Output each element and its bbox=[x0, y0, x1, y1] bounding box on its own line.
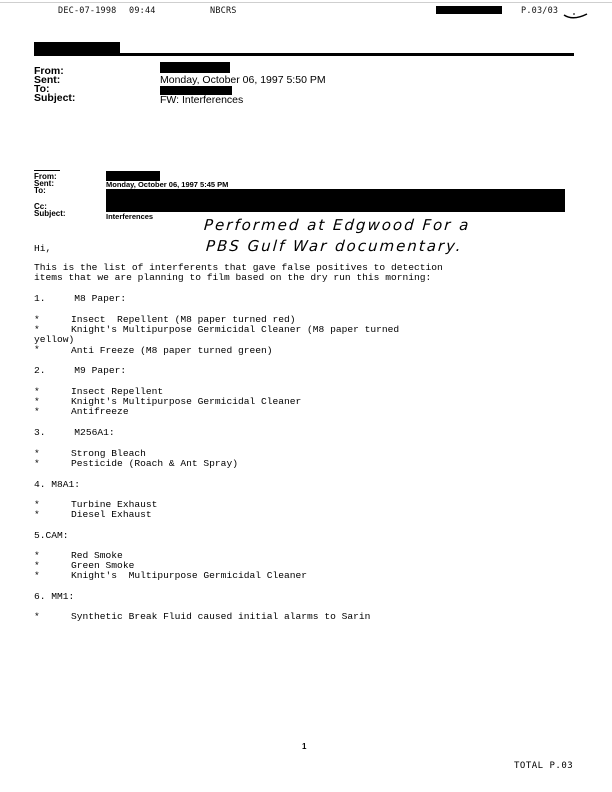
list-item: Diesel Exhaust bbox=[71, 509, 152, 520]
list-item: Pesticide (Roach & Ant Spray) bbox=[71, 458, 238, 469]
sent-label: Sent: bbox=[34, 74, 61, 86]
list-item: Knight's Multipurpose Germicidal Cleaner (M8 paper turned bbox=[71, 324, 400, 335]
greeting: Hi, bbox=[34, 243, 52, 254]
list-item: Knight's Multipurpose Germicidal Cleaner bbox=[71, 570, 308, 581]
bullet-icon: * bbox=[34, 458, 40, 469]
section-heading: 4. M8A1: bbox=[34, 479, 81, 490]
sent-value: Monday, October 06, 1997 5:50 PM bbox=[160, 74, 326, 86]
section-heading: 1. M8 Paper: bbox=[34, 293, 127, 304]
bullet-icon: * bbox=[34, 386, 40, 397]
intro-line-2: items that we are planning to film based on the dry run this morning: bbox=[34, 272, 432, 283]
bullet-icon: * bbox=[34, 324, 40, 335]
fax-redaction bbox=[436, 6, 502, 14]
section-heading: 5.CAM: bbox=[34, 530, 69, 541]
list-item: Knight's Multipurpose Germicidal Cleaner bbox=[71, 396, 302, 407]
intro-line-1: This is the list of interferents that gave false positives to detection bbox=[34, 262, 443, 273]
top-edge-rule bbox=[0, 2, 612, 3]
section-heading: 6. MM1: bbox=[34, 591, 75, 602]
fax-page: P.03/03 bbox=[521, 6, 559, 16]
list-item: Strong Bleach bbox=[71, 448, 146, 459]
to-label: To: bbox=[34, 186, 46, 195]
subject-value: FW: Interferences bbox=[160, 94, 244, 106]
page-number: 1 bbox=[302, 742, 307, 751]
bullet-icon: * bbox=[34, 611, 40, 622]
to-label: To: bbox=[34, 83, 50, 95]
sent-label: Sent: bbox=[34, 179, 54, 188]
section-heading: 2. M9 Paper: bbox=[34, 365, 127, 376]
bullet-icon: * bbox=[34, 499, 40, 510]
bullet-icon: * bbox=[34, 509, 40, 520]
bullet-icon: * bbox=[34, 396, 40, 407]
to-cc-redaction bbox=[106, 189, 565, 212]
list-item: Insect Repellent bbox=[71, 386, 164, 397]
section-heading: 3. M256A1: bbox=[34, 427, 115, 438]
bullet-icon: * bbox=[34, 344, 40, 355]
bullet-icon: * bbox=[34, 314, 40, 325]
fax-sender: NBCRS bbox=[210, 6, 237, 16]
subject-label: Subject: bbox=[34, 92, 76, 104]
handwritten-mark-icon bbox=[563, 12, 589, 22]
cc-label: Cc: bbox=[34, 202, 47, 211]
list-item-wrap: yellow) bbox=[34, 334, 75, 345]
bullet-icon: * bbox=[34, 550, 40, 561]
fax-time: 09:44 bbox=[129, 6, 156, 16]
list-item: Antifreeze bbox=[71, 406, 129, 417]
handwritten-note-line-2: PBS Gulf War documentary. bbox=[205, 237, 464, 255]
header-bar-rule bbox=[34, 53, 574, 56]
handwritten-note-line-1: Performed at Edgwood For a bbox=[203, 216, 472, 234]
bullet-icon: * bbox=[34, 448, 40, 459]
subject-value: Interferences bbox=[106, 212, 154, 221]
from-label: From: bbox=[34, 172, 57, 181]
bullet-icon: * bbox=[34, 560, 40, 571]
fax-date: DEC-07-1998 bbox=[58, 6, 117, 16]
list-item: Synthetic Break Fluid caused initial alarms to Sarin bbox=[71, 611, 371, 622]
from-redaction bbox=[160, 62, 230, 73]
list-item: Red Smoke bbox=[71, 550, 123, 561]
bullet-icon: * bbox=[34, 406, 40, 417]
subject-label: Subject: bbox=[34, 209, 66, 218]
bullet-icon: * bbox=[34, 570, 40, 581]
list-item: Green Smoke bbox=[71, 560, 135, 571]
list-item: Turbine Exhaust bbox=[71, 499, 158, 510]
forward-separator bbox=[34, 170, 60, 171]
from-label: From: bbox=[34, 65, 64, 77]
fax-total-pages: TOTAL P.03 bbox=[514, 761, 574, 771]
list-item: Anti Freeze (M8 paper turned green) bbox=[71, 345, 273, 356]
list-item: Insect Repellent (M8 paper turned red) bbox=[71, 314, 296, 325]
sent-value: Monday, October 06, 1997 5:45 PM bbox=[106, 180, 229, 189]
